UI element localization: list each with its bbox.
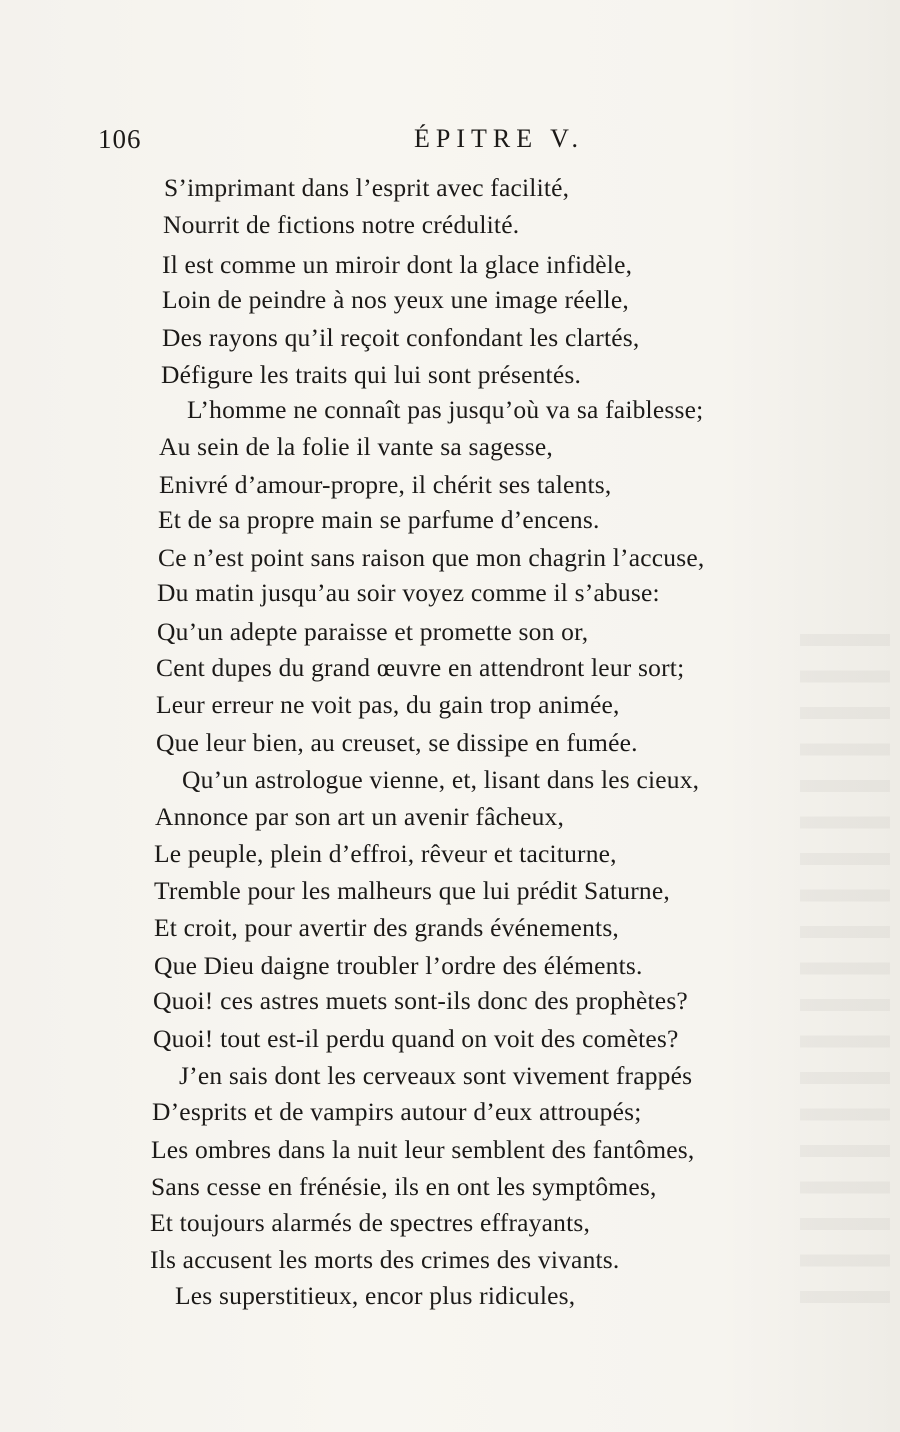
verse-line: Tremble pour les malheurs que lui prédit Saturne, (154, 876, 670, 905)
verse-line: Que Dieu daigne troubler l’ordre des éléments. (154, 951, 643, 980)
verse-line: Et croit, pour avertir des grands événements, (154, 913, 620, 942)
verse-line: L’homme ne connaît pas jusqu’où va sa faiblesse; (187, 395, 704, 424)
verse-line: Nourrit de fictions notre crédulité. (163, 210, 520, 239)
verse-line: Ils accusent les morts des crimes des vivants. (150, 1245, 620, 1274)
verse-line: Qu’un adepte paraisse et promette son or, (157, 617, 589, 646)
verse-line: Il est comme un miroir dont la glace infidèle, (162, 250, 633, 279)
verse-line: Du matin jusqu’au soir voyez comme il s’abuse: (157, 578, 660, 607)
verse-line: Des rayons qu’il reçoit confondant les clartés, (162, 323, 640, 352)
verse-line: Sans cesse en frénésie, ils en ont les symptômes, (151, 1172, 657, 1201)
verse-line: Les superstitieux, encor plus ridicules, (175, 1281, 576, 1310)
verse-line: Défigure les traits qui lui sont présentés. (161, 360, 582, 389)
verse-line: J’en sais dont les cerveaux sont vivement frappés (179, 1061, 693, 1090)
verse-line: Les ombres dans la nuit leur semblent des fantômes, (151, 1135, 695, 1164)
verse-line: D’esprits et de vampirs autour d’eux attroupés; (152, 1097, 642, 1126)
verse-line: Quoi! tout est-il perdu quand on voit des comètes? (153, 1024, 679, 1053)
verse-line: S’imprimant dans l’esprit avec facilité, (164, 173, 570, 202)
verse-line: Quoi! ces astres muets sont-ils donc des prophètes? (153, 986, 688, 1015)
verse-line: Le peuple, plein d’effroi, rêveur et taciturne, (154, 839, 617, 868)
verse-line: Annonce par son art un avenir fâcheux, (155, 802, 565, 831)
verse-line: Et toujours alarmés de spectres effrayants, (150, 1208, 591, 1237)
verse-line: Ce n’est point sans raison que mon chagrin l’accuse, (158, 543, 705, 572)
verse-line: Qu’un astrologue vienne, et, lisant dans les cieux, (182, 765, 700, 794)
verse-line: Enivré d’amour-propre, il chérit ses talents, (159, 470, 612, 499)
show-through-text (800, 620, 890, 1310)
verse-line: Cent dupes du grand œuvre en attendront leur sort; (156, 653, 685, 682)
verse-line: Que leur bien, au creuset, se dissipe en fumée. (156, 728, 638, 757)
running-title: ÉPITRE V. (414, 124, 585, 153)
verse-line: Et de sa propre main se parfume d’encens. (158, 505, 600, 534)
verse-line: Leur erreur ne voit pas, du gain trop animée, (156, 690, 620, 719)
verse-line: Au sein de la folie il vante sa sagesse, (159, 432, 553, 461)
verse-line: Loin de peindre à nos yeux une image réelle, (162, 285, 629, 314)
page-number: 106 (98, 124, 142, 154)
